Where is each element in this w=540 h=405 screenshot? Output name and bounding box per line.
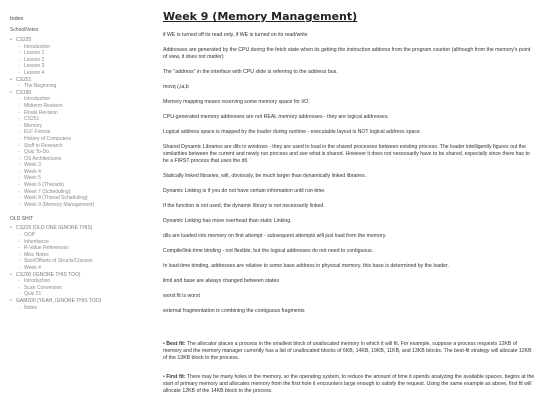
- sidebar-group[interactable]: [10, 225, 150, 271]
- bullet-icon: ◦: [18, 135, 20, 142]
- best-fit-label: Best fit:: [166, 341, 186, 347]
- sidebar-item[interactable]: [18, 195, 150, 202]
- sidebar-group[interactable]: [10, 298, 150, 311]
- bullet-icon: ◦: [18, 265, 20, 271]
- sidebar-item[interactable]: [18, 110, 150, 117]
- sidebar-tree-old: [10, 225, 150, 311]
- sidebar-group-label: CS200 (IGNORE THIS TOO): [16, 271, 81, 278]
- note-paragraph: Compile/link-time binding - not flexible, but the logical addresses do not need to contiguous.: [163, 248, 374, 254]
- bullet-icon: ◦: [18, 258, 20, 265]
- note-paragraph: CPU-generated memory addresses are not REAL memory addresses - they are logical addresses.: [163, 114, 389, 120]
- bullet-icon: ◦: [18, 175, 20, 182]
- sidebar-item-label: Inheritance: [24, 238, 49, 245]
- sidebar-group-label: CS225 (OLD ONE IGNORE THIS): [16, 225, 93, 232]
- sidebar-item[interactable]: [18, 265, 150, 272]
- bullet-icon: •: [10, 89, 12, 96]
- sidebar-item-label: Week 8 (Thread Scheduling): [24, 195, 88, 202]
- note-paragraph: Dynamic Linking has more overhead than static Linking.: [163, 218, 292, 224]
- best-fit-text: The allocator places a process in the smallest block of unallocated memory in which it will fit. For example, suppose a process requests 12KB of memory and the memory manager currently has a list of unallocated blocks of 6KB, 14KB, 19KB, 11KB, and 13KB blocks. The best-fit strategy will allocate 12KB of the 13KB block to the process.: [163, 341, 532, 361]
- sidebar-group-label: GAM200 (YEAH, IGNORE THIS TOO): [16, 297, 102, 304]
- sidebar-item-label: Week 9 (Memory Management): [24, 201, 95, 208]
- sidebar-item-label: Memory: [24, 122, 43, 129]
- index-title: Index: [10, 16, 24, 22]
- bullet-icon: ◦: [18, 155, 20, 162]
- bullet-icon: ◦: [18, 304, 20, 311]
- note-paragraph: In load-time binding, addresses are relative to some base address in physical memory. this base is determined by the loader.: [163, 263, 449, 269]
- sidebar-item[interactable]: [18, 136, 150, 143]
- bullet-icon: ◦: [18, 245, 20, 252]
- sidebar-item-label: Quiz To-Do: [24, 149, 49, 156]
- sidebar-item[interactable]: [18, 149, 150, 156]
- bullet-icon: •: [10, 76, 12, 83]
- sidebar-item-label: Stuff to Research: [24, 142, 63, 149]
- note-paragraph: dlls are loaded into memory on first attempt - subsequent attempts will just load from the memory.: [163, 233, 387, 239]
- bullet-icon: ◦: [18, 83, 20, 90]
- note-paragraph: Dynamic Linking is if you do not have certain information until run-time.: [163, 188, 326, 194]
- sidebar-item-label: Lesson 2: [24, 56, 45, 63]
- sidebar-item[interactable]: [18, 202, 150, 209]
- sidebar-item[interactable]: [18, 169, 150, 176]
- sidebar-item-label: Week 3: [24, 162, 41, 169]
- sidebar-item[interactable]: [18, 182, 150, 189]
- sidebar-item-label: Finals Revision: [24, 109, 58, 116]
- sidebar-item[interactable]: [18, 189, 150, 196]
- bullet-icon: •: [10, 271, 12, 278]
- sidebar-item[interactable]: [18, 57, 150, 64]
- bullet-icon: •: [10, 297, 12, 304]
- note-paragraph: If the function is not used, the dynamic library is not necessarily linked.: [163, 203, 325, 209]
- bullet-icon: ◦: [18, 50, 20, 57]
- sidebar-item-label: Week 5: [24, 175, 41, 182]
- bullet-icon: ◦: [18, 109, 20, 116]
- sidebar-item[interactable]: [18, 96, 150, 103]
- sidebar-item-label: Notes: [24, 304, 38, 311]
- sidebar-item[interactable]: [18, 232, 150, 239]
- bullet-icon: ◦: [18, 43, 20, 50]
- bullet-icon: ◦: [18, 116, 20, 123]
- sidebar-item[interactable]: [18, 278, 150, 285]
- sidebar-item[interactable]: [18, 70, 150, 77]
- bullet-icon: ◦: [18, 96, 20, 103]
- sidebar-item[interactable]: [18, 83, 150, 90]
- sidebar-item-label: Lesson 3: [24, 63, 45, 70]
- sidebar-group-label: CS180: [16, 89, 32, 96]
- note-paragraph: Logical address space is mapped by the loader during runtime - executable layout is NOT logical address space: [163, 129, 420, 135]
- note-body: [163, 32, 535, 315]
- sidebar-group[interactable]: [10, 77, 150, 90]
- sidebar-item-label: History of Computers: [24, 135, 71, 142]
- note-paragraph: worst fit is worst: [163, 293, 200, 299]
- sidebar-group-label: CS225: [16, 37, 32, 43]
- sidebar-item-label: ELF Format: [24, 129, 51, 136]
- sidebar-item[interactable]: [18, 252, 150, 259]
- sidebar-item[interactable]: [18, 156, 150, 163]
- bullet-icon: ◦: [18, 142, 20, 149]
- sidebar-item[interactable]: [18, 63, 150, 70]
- bullet-icon: ◦: [18, 149, 20, 156]
- sidebar-item[interactable]: [18, 305, 150, 312]
- note-content: [163, 10, 535, 405]
- bullet-icon: ◦: [18, 63, 20, 70]
- sidebar-group[interactable]: [10, 90, 150, 209]
- sidebar-item-label: The Beginning: [24, 83, 57, 90]
- bullet-icon: ◦: [18, 238, 20, 245]
- note-paragraph: if WE is turned off its read only, if WE is turned on its read/write: [163, 32, 308, 38]
- first-fit-text: There may be many holes in the memory, so the operating system, to reduce the amount of time it spends analyzing the available spaces, begins at the start of primary memory and allocates memory from the first hole it encounters large enough to satisfy the request. Using the same example as above, first fit will allocate 12KB of the 14KB block to the process.: [163, 374, 535, 394]
- best-fit-paragraph: • Best fit: The allocator places a process in the smallest block of unallocated memory in which it will fit. For example, suppose a process requests 12KB of memory and the memory manager currently has a list of unallocated blocks of 6KB, 14KB, 19KB, 11KB, and 13KB blocks. The best-fit strategy will allocate 12KB of the 13KB block to the process.: [163, 341, 532, 361]
- sidebar-item[interactable]: [18, 239, 150, 246]
- sidebar-item-label: Week 4: [24, 265, 41, 271]
- note-paragraph: Statically linked libraries, will, obviously, be much larger than dynamically linked libraries.: [163, 173, 367, 179]
- sidebar-item-label: Lesson 1: [24, 50, 45, 57]
- note-paragraph: limit and base are always changed between states: [163, 278, 279, 284]
- old-section-title: OLD SHIT: [10, 216, 34, 223]
- bullet-icon: ◦: [18, 129, 20, 136]
- sidebar-item-label: Introduction: [24, 278, 51, 285]
- sidebar-item[interactable]: [18, 50, 150, 57]
- sidebar-item-label: Introduction: [24, 43, 51, 50]
- sidebar-item[interactable]: [18, 103, 150, 110]
- sidebar-item[interactable]: [18, 143, 150, 150]
- bullet-icon: ◦: [18, 201, 20, 208]
- sidebar-group[interactable]: [10, 37, 150, 77]
- first-fit-label: First fit:: [166, 374, 186, 380]
- bullet-icon: ◦: [18, 195, 20, 202]
- sidebar-item-label: Introduction: [24, 96, 51, 103]
- note-paragraph: The "address" in the interface with CPU slide is referring to the address bus.: [163, 69, 338, 75]
- bullet-icon: ◦: [18, 251, 20, 258]
- bullet-icon: ◦: [18, 168, 20, 175]
- sidebar-item[interactable]: [18, 162, 150, 169]
- bullet-icon: ◦: [18, 69, 20, 76]
- bullet-icon: ◦: [18, 182, 20, 189]
- bullet-icon: ◦: [18, 162, 20, 169]
- note-paragraph: Memory mapping means reserving some memory space for I/O.: [163, 99, 310, 105]
- sidebar-item[interactable]: [18, 44, 150, 51]
- bullet-icon: ◦: [18, 188, 20, 195]
- bullet-icon: •: [10, 37, 12, 43]
- bullet-icon: •: [10, 225, 12, 232]
- bullet-icon: ◦: [18, 284, 20, 291]
- note-paragraph: external fragmentation is combining the contiguous fragments: [163, 308, 305, 314]
- sidebar-item-label: Midterm Revision: [24, 102, 63, 109]
- bullet-icon: ◦: [18, 102, 20, 109]
- sidebar-item-label: Week 6 (Threads): [24, 182, 64, 189]
- bullet-icon: ◦: [18, 278, 20, 285]
- sidebar-item[interactable]: [18, 175, 150, 182]
- sidebar: [0, 0, 150, 405]
- bullet-icon: ◦: [18, 122, 20, 129]
- sidebar-item[interactable]: [18, 285, 150, 292]
- sidebar-item-label: Week 7 (Scheduling): [24, 188, 71, 195]
- sidebar-item-label: Scan Conversion: [24, 284, 63, 291]
- page-title: Week 9 (Memory Management): [163, 10, 358, 23]
- sidebar-item-label: CS251: [24, 116, 40, 123]
- sidebar-item-label: Lesson 4: [24, 69, 45, 76]
- sidebar-item[interactable]: [18, 116, 150, 123]
- first-fit-paragraph: • First fit: There may be many holes in the memory, so the operating system, to reduce the amount of time it spends analyzing the available spaces, begins at the start of primary memory and allocates memory from the first hole it encounters large enough to satisfy the request. Using the same example as above, first fit will allocate 12KB of the 14KB block to the process.: [163, 374, 535, 394]
- notebook-name: SchoolNotes: [10, 27, 39, 33]
- sidebar-item-label: Misc Notes: [24, 251, 49, 258]
- sidebar-item[interactable]: [18, 129, 150, 136]
- sidebar-item-label: OOP: [24, 232, 36, 239]
- bullet-icon: ◦: [18, 56, 20, 63]
- sidebar-item[interactable]: [18, 258, 150, 265]
- sidebar-item-label: Size/Offsets of Structs/Classes: [24, 258, 93, 265]
- bullet-icon: ◦: [18, 232, 20, 239]
- sidebar-item-label: Quiz 01: [24, 291, 42, 298]
- sidebar-group-label: CS251: [16, 76, 32, 83]
- sidebar-item[interactable]: [18, 123, 150, 130]
- sidebar-item[interactable]: [18, 245, 150, 252]
- sidebar-tree: [10, 37, 150, 208]
- note-paragraph: movq (,ia,b: [163, 84, 189, 90]
- sidebar-group[interactable]: [10, 272, 150, 298]
- note-paragraph: Shared Dynamic Libraries are dlls in windows - they are used to load in the shared processes between existing process. The loader intelligently figures out the similarities between the current and newly run process and see what is shared. However it does not necessarily have to be shared, especially since there has to be a FIRST process that uses the dll.: [163, 144, 530, 164]
- sidebar-item-label: R-Value References: [24, 245, 69, 252]
- bullet-icon: ◦: [18, 291, 20, 298]
- sidebar-item-label: OS Architectures: [24, 155, 62, 162]
- sidebar-item-label: Week 4: [24, 168, 41, 175]
- note-paragraph: Addresses are generated by the CPU during the fetch state when its getting the instruction address from the program counter (although from the memory's point of view, it does not matter): [163, 47, 531, 60]
- sidebar-item[interactable]: [18, 291, 150, 298]
